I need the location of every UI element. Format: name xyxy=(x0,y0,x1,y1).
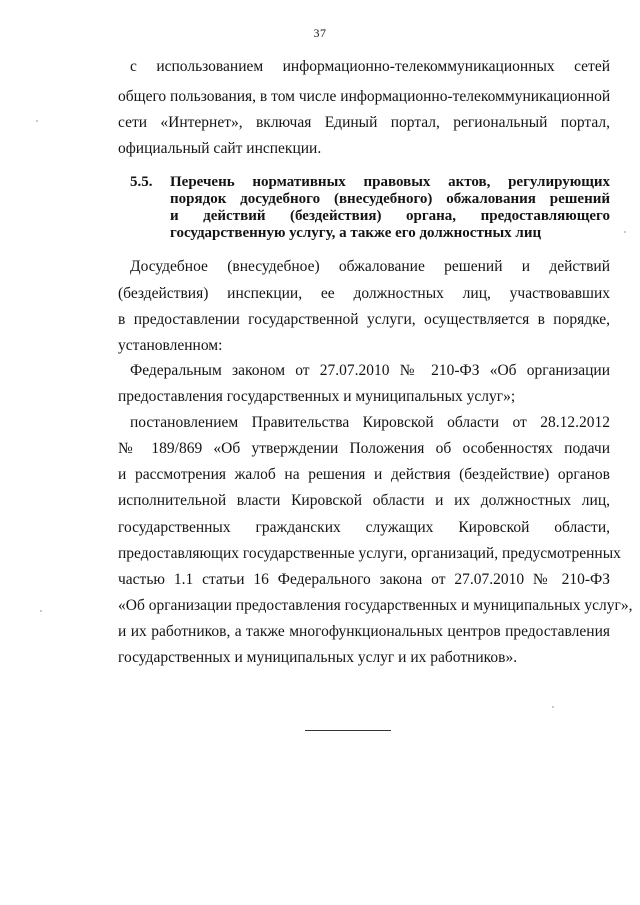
paragraph1-line-2: общего пользования, в том числе информационно-телекоммуникационной xyxy=(118,88,611,105)
paragraph4-line-1: постановлением Правительства Кировской области от 28.12.2012 xyxy=(130,414,610,431)
paragraph4-line-4: исполнительной власти Кировской области и их должностных лиц, xyxy=(118,492,610,509)
paragraph1-line-3: сети «Интернет», включая Единый портал, региональный портал, xyxy=(118,114,610,131)
paragraph4-line-8: «Об организации предоставления государственных и муниципальных услуг», xyxy=(118,597,633,614)
paragraph4-line-9: и их работников, а также многофункциональных центров предоставления xyxy=(118,623,610,640)
paragraph4-line-10: государственных и муниципальных услуг и их работников». xyxy=(118,649,518,666)
paragraph2-line-3: в предоставлении государственной услуги, осуществляется в порядке, xyxy=(118,311,610,328)
closing-rule xyxy=(305,730,391,731)
scan-speck xyxy=(624,231,626,233)
scan-speck xyxy=(40,610,42,612)
paragraph4-line-5: государственных гражданских служащих Кировской области, xyxy=(118,519,610,536)
paragraph1-line-4: официальный сайт инспекции. xyxy=(118,140,322,157)
section-heading-line-2: порядок досудебного (внесудебного) обжалования решений xyxy=(170,191,610,207)
paragraph4-line-6: предоставляющих государственные услуги, организаций, предусмотренных xyxy=(118,545,621,562)
page-number: 37 xyxy=(313,26,327,40)
paragraph4-line-3: и рассмотрения жалоб на решения и действия (бездействие) органов xyxy=(118,466,610,483)
section-heading-line-1: Перечень нормативных правовых актов, регулирующих xyxy=(170,174,610,190)
scan-speck xyxy=(36,120,38,122)
scan-speck xyxy=(552,706,554,708)
section-heading-line-3: и действий (бездействия) органа, предоставляющего xyxy=(170,208,610,224)
section-heading-line-4: государственную услугу, а также его должностных лиц xyxy=(170,225,542,241)
paragraph4-line-2: № 189/869 «Об утверждении Положения об особенностях подачи xyxy=(118,440,610,457)
paragraph1-line-1: с использованием информационно-телекоммуникационных сетей xyxy=(130,58,610,75)
paragraph2-line-1: Досудебное (внесудебное) обжалование решений и действий xyxy=(130,258,610,275)
paragraph3-line-1: Федеральным законом от 27.07.2010 № 210-ФЗ «Об организации xyxy=(130,362,610,379)
section-number: 5.5. xyxy=(130,174,153,190)
paragraph2-line-4: установленном: xyxy=(118,337,223,354)
paragraph3-line-2: предоставления государственных и муниципальных услуг»; xyxy=(118,388,516,405)
section-heading xyxy=(130,174,610,244)
paragraph4-line-7: частью 1.1 статьи 16 Федерального закона от 27.07.2010 № 210-ФЗ xyxy=(118,571,610,588)
paragraph2-line-2: (бездействия) инспекции, ее должностных лиц, участвовавших xyxy=(118,285,610,302)
